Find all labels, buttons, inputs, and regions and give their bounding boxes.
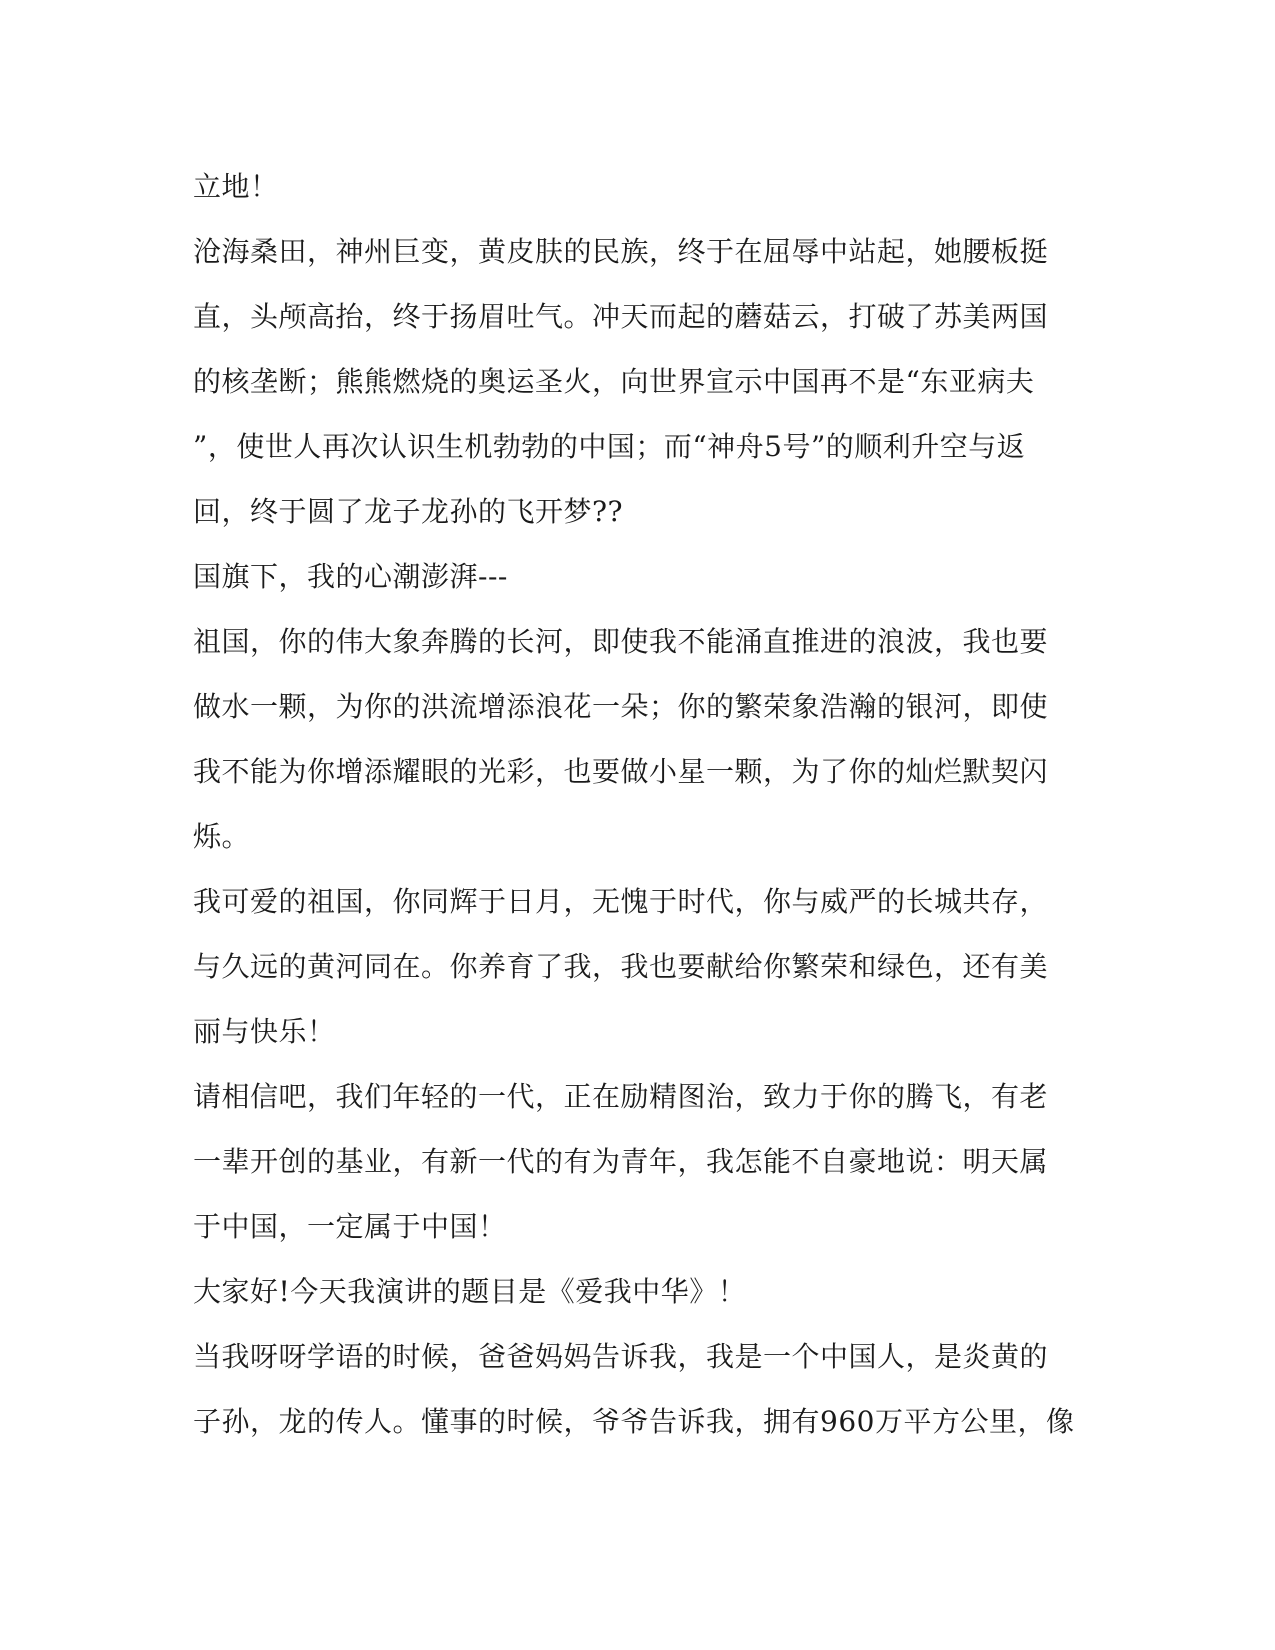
text-line: 丽与快乐！ — [193, 1015, 336, 1048]
text-line: 于中国，一定属于中国！ — [193, 1210, 507, 1243]
text-line: 沧海桑田，神州巨变，黄皮肤的民族，终于在屈辱中站起，她腰板挺 — [193, 235, 1049, 268]
text-line: 请相信吧，我们年轻的一代，正在励精图治，致力于你的腾飞，有老 — [193, 1080, 1049, 1113]
text-line: 直，头颅高抬，终于扬眉吐气。冲天而起的蘑菇云，打破了苏美两国 — [193, 300, 1049, 333]
document-body — [193, 154, 1093, 1454]
text-line: 我可爱的祖国，你同辉于日月，无愧于时代，你与威严的长城共存， — [193, 885, 1049, 918]
text-line: 国旗下，我的心潮澎湃--- — [193, 560, 508, 593]
text-line: 与久远的黄河同在。你养育了我，我也要献给你繁荣和绿色，还有美 — [193, 950, 1049, 983]
text-line: 做水一颗，为你的洪流增添浪花一朵；你的繁荣象浩瀚的银河，即使 — [193, 690, 1049, 723]
text-line: 大家好!今天我演讲的题目是《爱我中华》！ — [193, 1275, 747, 1308]
text-line: 我不能为你增添耀眼的光彩，也要做小星一颗，为了你的灿烂默契闪 — [193, 755, 1049, 788]
text-line: 立地！ — [193, 170, 279, 203]
text-line: 一辈开创的基业，有新一代的有为青年，我怎能不自豪地说：明天属 — [193, 1145, 1049, 1178]
text-line: 祖国，你的伟大象奔腾的长河，即使我不能涌直推进的浪波，我也要 — [193, 625, 1049, 658]
text-line: ”，使世人再次认识生机勃勃的中国；而“神舟5号”的顺利升空与返 — [193, 430, 1026, 463]
text-line: 的核垄断；熊熊燃烧的奥运圣火，向世界宣示中国再不是“东亚病夫 — [193, 365, 1035, 398]
text-line: 当我呀呀学语的时候，爸爸妈妈告诉我，我是一个中国人，是炎黄的 — [193, 1340, 1049, 1373]
text-line: 子孙，龙的传人。懂事的时候，爷爷告诉我，拥有960万平方公里，像 — [193, 1405, 1075, 1438]
text-line: 烁。 — [193, 820, 251, 853]
text-line: 回，终于圆了龙子龙孙的飞开梦?? — [193, 495, 624, 528]
